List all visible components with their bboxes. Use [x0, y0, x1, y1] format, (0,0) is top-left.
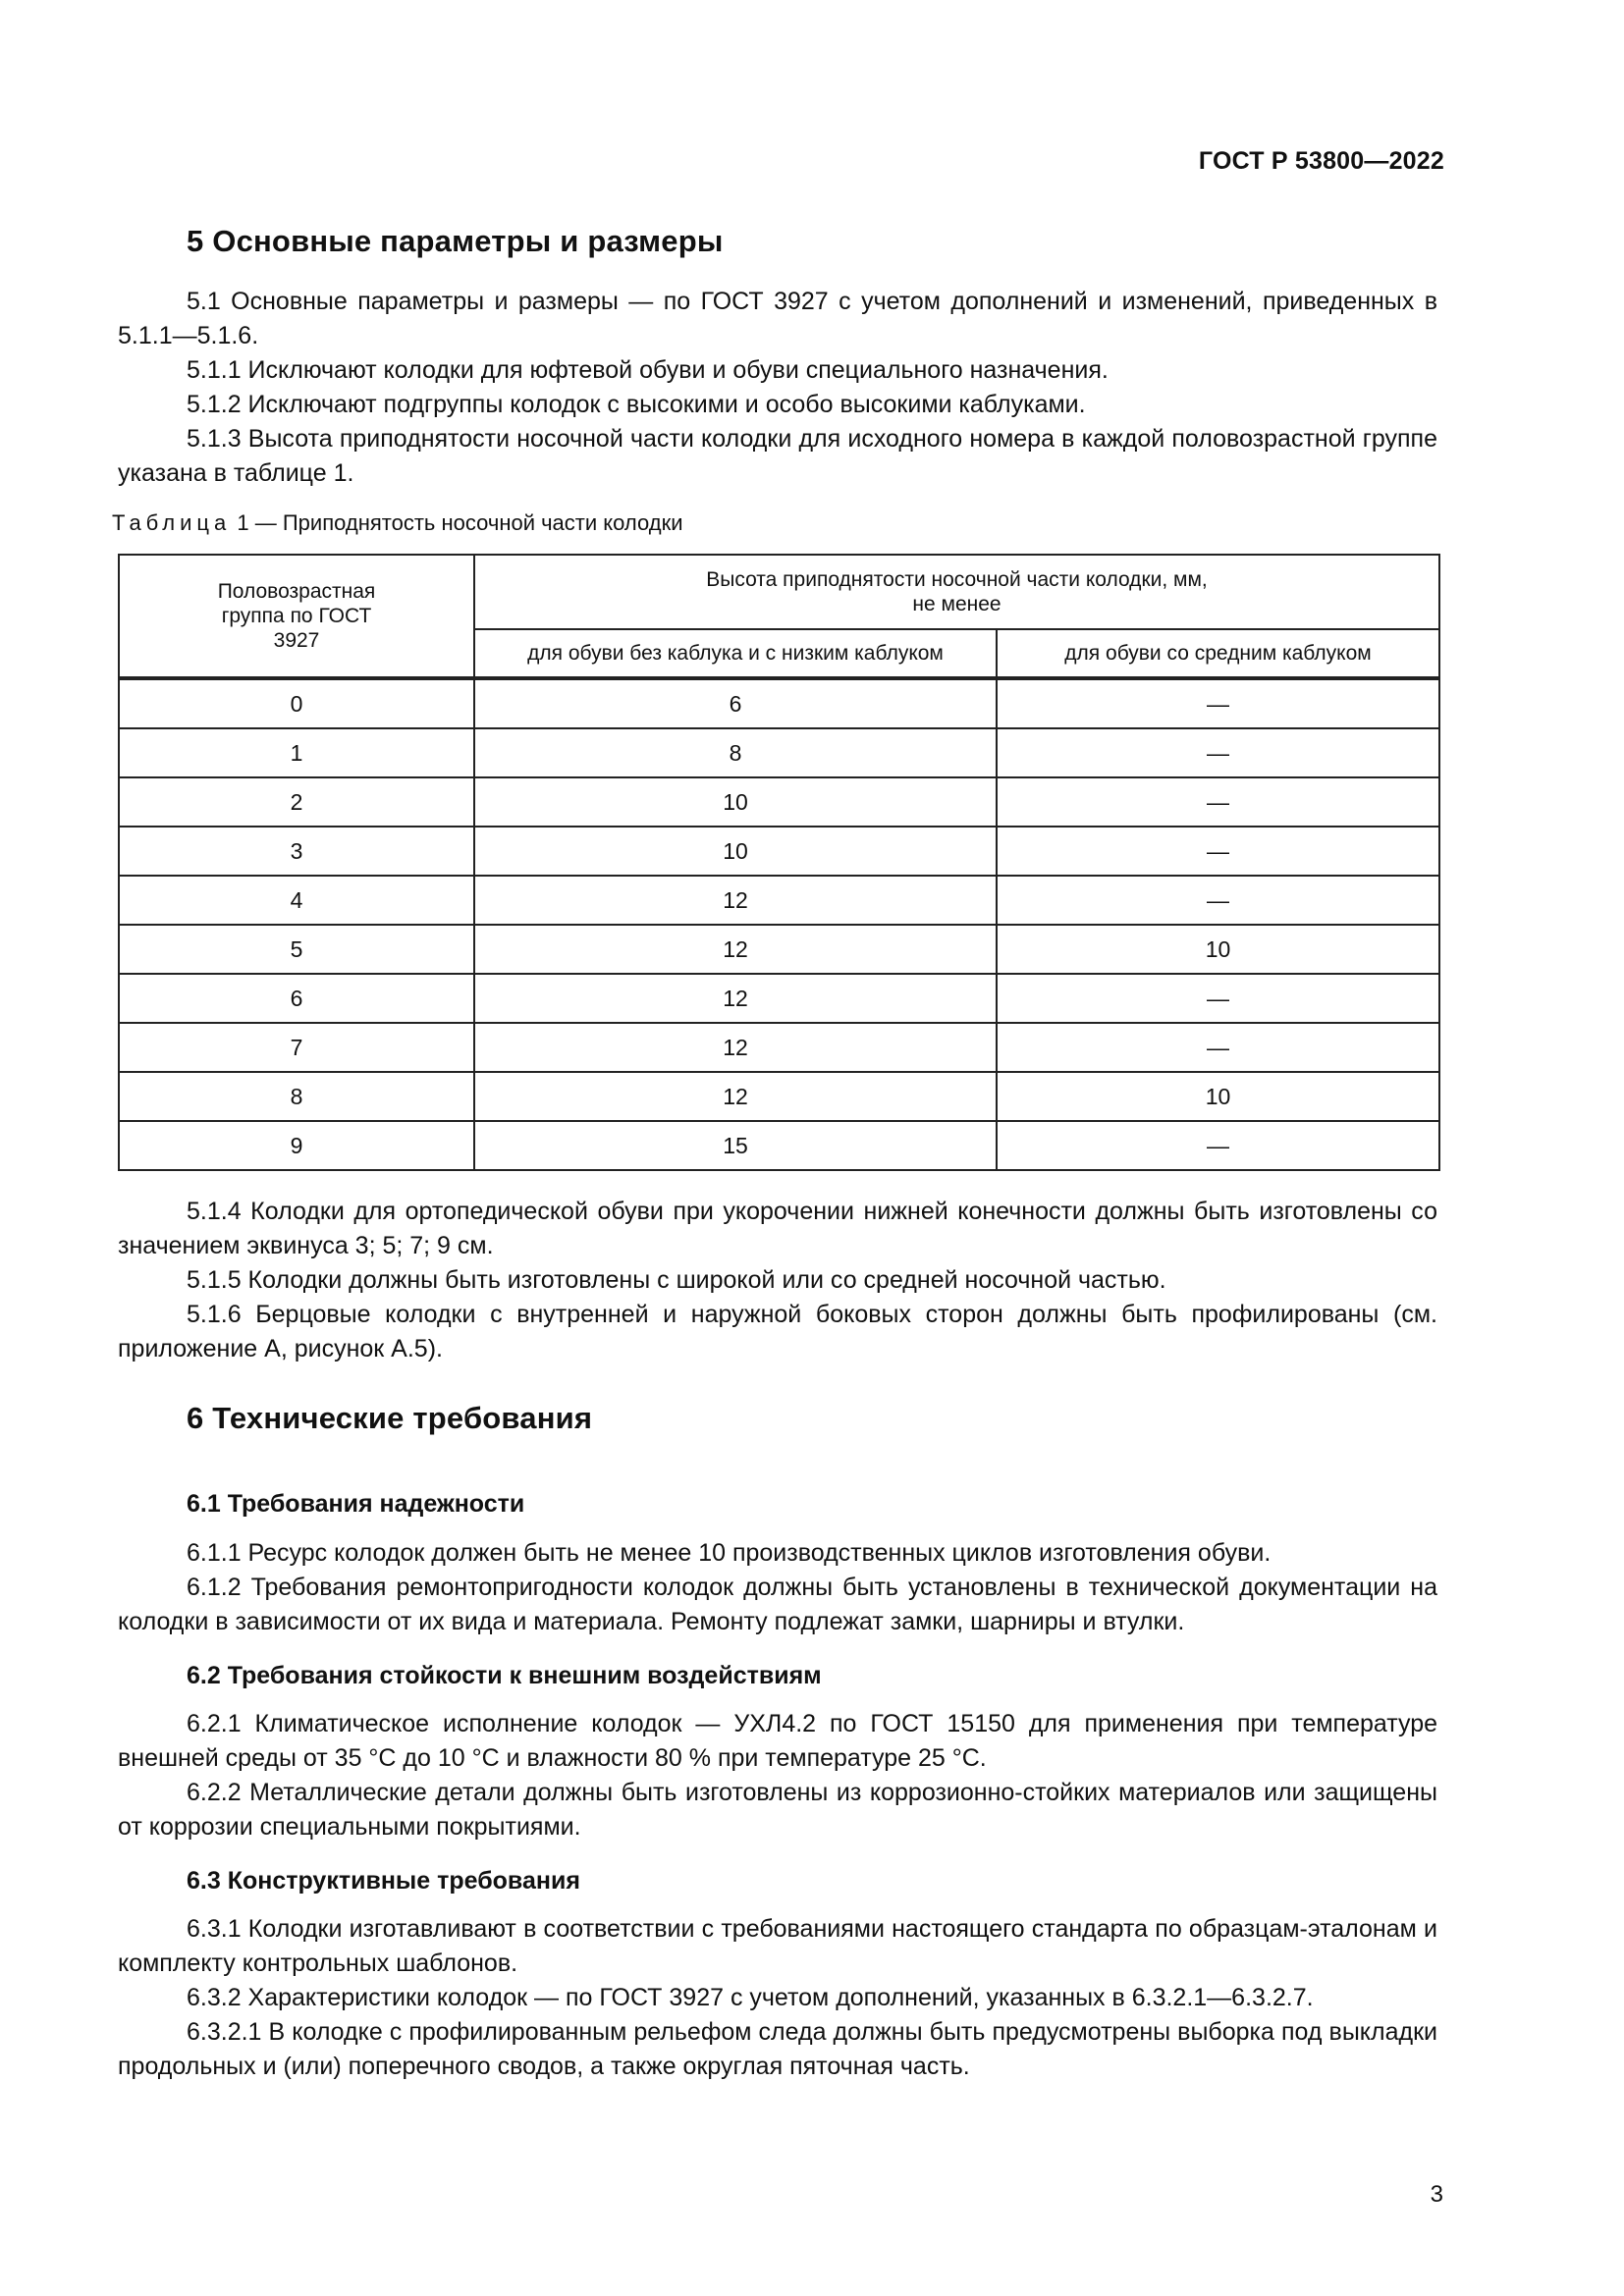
section-5-title: 5 Основные параметры и размеры	[187, 224, 724, 258]
section-5-paragraphs-after	[118, 1195, 1437, 1366]
table-row	[119, 678, 1439, 728]
paragraph-6-1-1: 6.1.1 Ресурс колодок должен быть не менее 10 производственных циклов изготовления обуви.	[187, 1539, 1272, 1567]
header-age-group: Половозрастная группа по ГОСТ 3927	[119, 555, 474, 678]
cell-age-group: 2	[119, 777, 474, 827]
cell-age-group: 3	[119, 827, 474, 876]
paragraph-5-1-4: 5.1.4 Колодки для ортопедической обуви при укорочении нижней конечности должны быть изготовлены со значением эквинуса 3; 5; 7; 9 см.	[118, 1198, 1437, 1259]
cell-age-group: 4	[119, 876, 474, 925]
cell-medium-heel: —	[997, 876, 1439, 925]
cell-no-heel: 8	[474, 728, 997, 777]
cell-no-heel: 15	[474, 1121, 997, 1170]
cell-no-heel: 10	[474, 827, 997, 876]
paragraph-6-3-2: 6.3.2 Характеристики колодок — по ГОСТ 3927 с учетом дополнений, указанных в 6.3.2.1—6.3.2.7.	[187, 1984, 1314, 2011]
paragraph-6-1-2: 6.1.2 Требования ремонтопригодности колодок должны быть установлены в технической документации на колодки в зависимости от их вида и материала. Ремонту подлежат замки, шарниры и втулки.	[118, 1574, 1437, 1635]
cell-no-heel: 12	[474, 925, 997, 974]
cell-medium-heel: —	[997, 678, 1439, 728]
subsection-6-2-paragraphs	[118, 1707, 1437, 1844]
subsection-6-1-title: 6.1 Требования надежности	[187, 1490, 525, 1518]
cell-no-heel: 12	[474, 974, 997, 1023]
header-toe-height: Высота приподнятости носочной части колодки, мм, не менее	[474, 555, 1439, 629]
cell-age-group: 8	[119, 1072, 474, 1121]
cell-age-group: 0	[119, 678, 474, 728]
table-row	[119, 1023, 1439, 1072]
table-row	[119, 1072, 1439, 1121]
cell-medium-heel: —	[997, 728, 1439, 777]
paragraph-6-2-2: 6.2.2 Металлические детали должны быть изготовлены из коррозионно-стойких материалов или защищены от коррозии специальными покрытиями.	[118, 1779, 1437, 1841]
table-row	[119, 728, 1439, 777]
cell-no-heel: 12	[474, 1023, 997, 1072]
paragraph-6-2-1: 6.2.1 Климатическое исполнение колодок — УХЛ4.2 по ГОСТ 15150 для применения при температуре внешней среды от 35 °С до 10 °С и влажности 80 % при температуре 25 °С.	[118, 1710, 1437, 1772]
cell-no-heel: 12	[474, 876, 997, 925]
subsection-6-3-title: 6.3 Конструктивные требования	[187, 1867, 580, 1895]
subsection-6-2-title: 6.2 Требования стойкости к внешним воздействиям	[187, 1662, 822, 1689]
cell-medium-heel: —	[997, 1121, 1439, 1170]
subsection-6-1-paragraphs	[118, 1536, 1437, 1639]
cell-age-group: 6	[119, 974, 474, 1023]
cell-age-group: 1	[119, 728, 474, 777]
cell-no-heel: 6	[474, 678, 997, 728]
table-row	[119, 777, 1439, 827]
cell-medium-heel: —	[997, 777, 1439, 827]
header-medium-heel: для обуви со средним каблуком	[997, 629, 1439, 678]
cell-medium-heel: 10	[997, 925, 1439, 974]
cell-medium-heel: —	[997, 827, 1439, 876]
section-6-title: 6 Технические требования	[187, 1401, 593, 1435]
paragraph-5-1-6: 5.1.6 Берцовые колодки с внутренней и наружной боковых сторон должны быть профилированы (см. приложение А, рисунок А.5).	[118, 1301, 1437, 1362]
paragraph-6-3-1: 6.3.1 Колодки изготавливают в соответствии с требованиями настоящего стандарта по образцам-эталонам и комплекту контрольных шаблонов.	[118, 1915, 1437, 1977]
paragraph-5-1-3: 5.1.3 Высота приподнятости носочной части колодки для исходного номера в каждой половозрастной группе указана в таблице 1.	[118, 425, 1437, 487]
paragraph-6-3-2-1: 6.3.2.1 В колодке с профилированным рельефом следа должны быть предусмотрены выборка под выкладки продольных и (или) поперечного сводов, а также округлая пяточная часть.	[118, 2018, 1437, 2080]
paragraph-5-1: 5.1 Основные параметры и размеры — по ГОСТ 3927 с учетом дополнений и изменений, приведенных в 5.1.1—5.1.6.	[118, 288, 1437, 349]
header-no-heel: для обуви без каблука и с низким каблуком	[474, 629, 997, 678]
cell-medium-heel: —	[997, 1023, 1439, 1072]
subsection-6-3-paragraphs	[118, 1912, 1437, 2084]
table-row	[119, 827, 1439, 876]
toe-spring-table	[118, 554, 1440, 1171]
cell-age-group: 7	[119, 1023, 474, 1072]
cell-no-heel: 12	[474, 1072, 997, 1121]
cell-no-heel: 10	[474, 777, 997, 827]
table-caption-text: 1 — Приподнятость носочной части колодки	[237, 510, 683, 535]
cell-age-group: 9	[119, 1121, 474, 1170]
paragraph-5-1-2: 5.1.2 Исключают подгруппы колодок с высокими и особо высокими каблуками.	[187, 391, 1086, 418]
table-row	[119, 1121, 1439, 1170]
cell-medium-heel: —	[997, 974, 1439, 1023]
paragraph-5-1-5: 5.1.5 Колодки должны быть изготовлены с широкой или со средней носочной частью.	[187, 1266, 1166, 1294]
table-caption-label: Таблица	[112, 510, 232, 535]
paragraph-5-1-1: 5.1.1 Исключают колодки для юфтевой обуви и обуви специального назначения.	[187, 356, 1109, 384]
table-row	[119, 974, 1439, 1023]
table-caption	[112, 510, 682, 536]
cell-medium-heel: 10	[997, 1072, 1439, 1121]
table-row	[119, 925, 1439, 974]
table-row	[119, 876, 1439, 925]
document-id: ГОСТ Р 53800—2022	[1198, 147, 1444, 175]
page-number: 3	[1430, 2181, 1443, 2208]
cell-age-group: 5	[119, 925, 474, 974]
section-5-paragraphs	[118, 285, 1437, 491]
